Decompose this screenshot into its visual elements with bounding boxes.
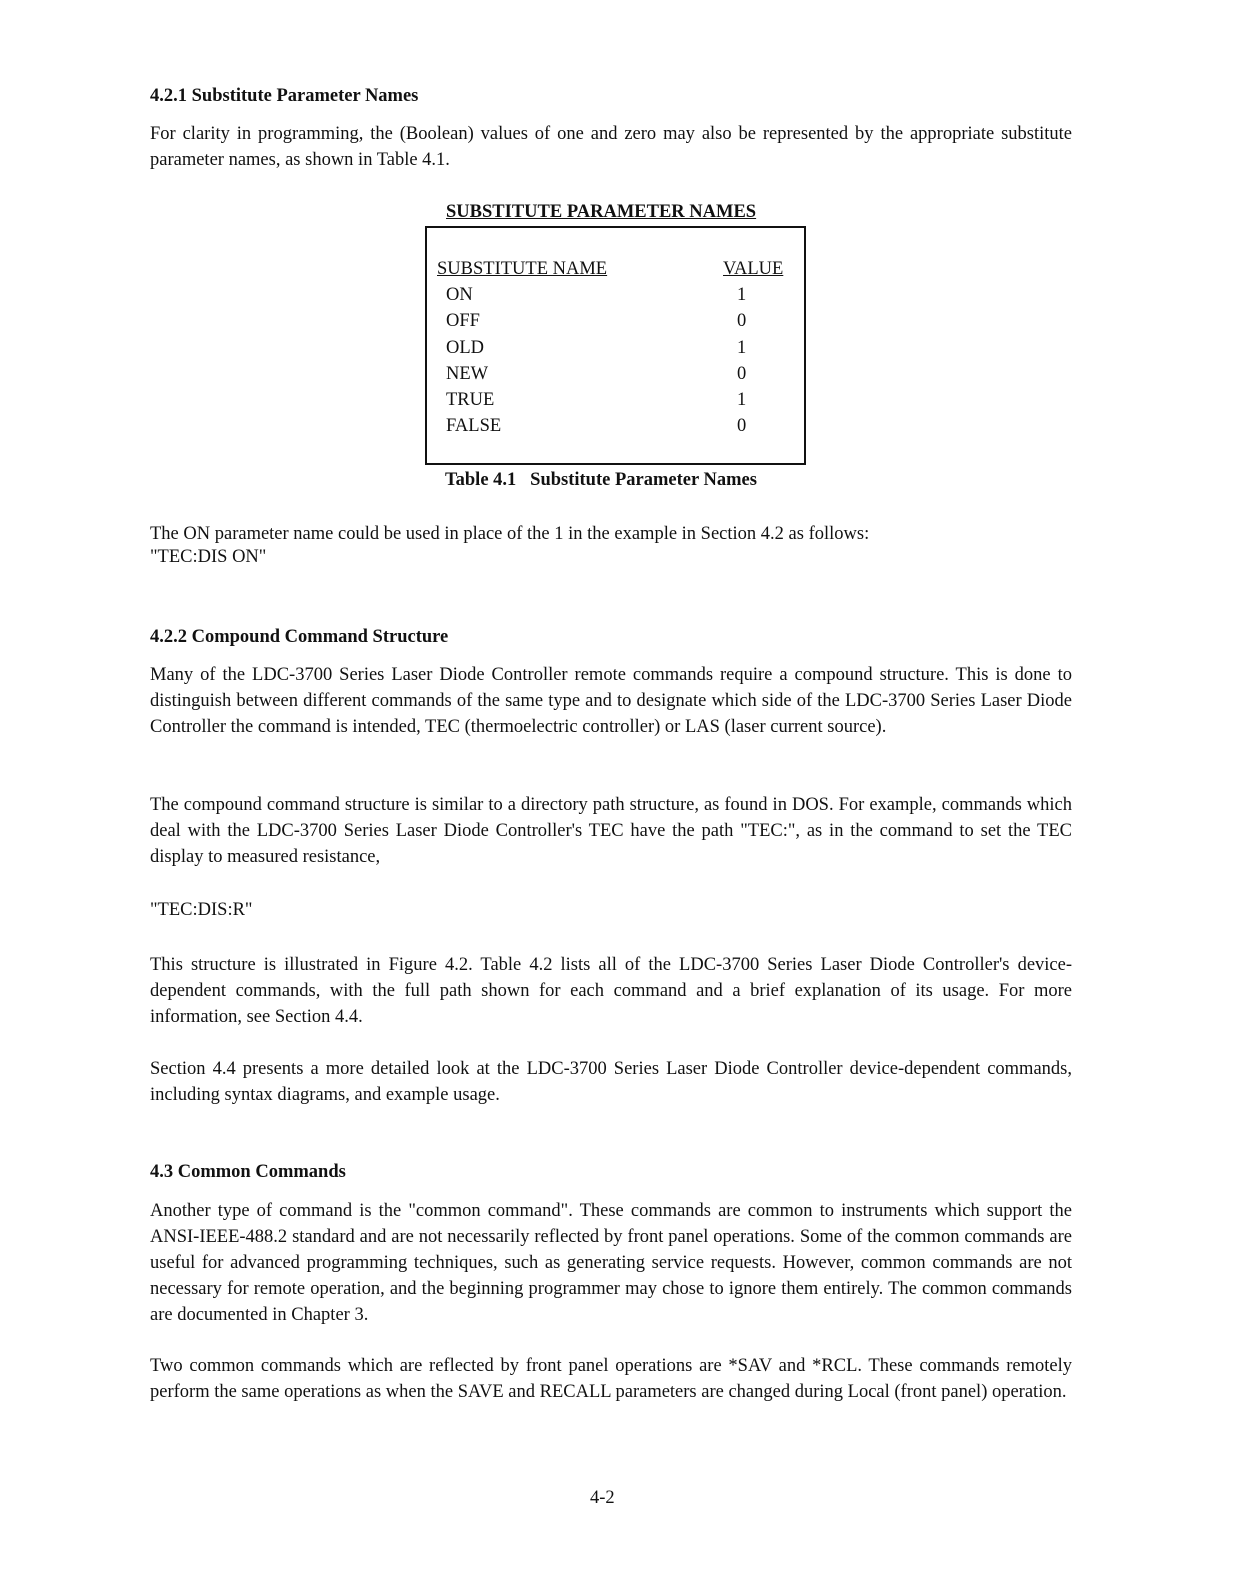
table-rows: [427, 285, 804, 443]
table-cell-value: 0: [737, 311, 747, 332]
section-4-2-2-paragraph-3: This structure is illustrated in Figure 4.2. Table 4.2 lists all of the LDC-3700 Series Laser Diode Controller's device-dependent commands, with the full path shown for each command and a brief explanation of its usage. For more information, see Section 4.4.: [150, 955, 1072, 1027]
table-cell-value: 1: [737, 390, 747, 411]
table-row: [427, 338, 804, 364]
section-4-2-2-paragraph-1: Many of the LDC-3700 Series Laser Diode Controller remote commands require a compound structure. This is done to distinguish between different commands of the same type and to designate which side of the LDC-3700 Series Laser Diode Controller the command is intended, TEC (thermoelectric controller) or LAS (laser current source).: [150, 665, 1072, 737]
table-cell-name: NEW: [446, 363, 489, 384]
section-4-3-paragraph-1: Another type of command is the "common command". These commands are common to instruments which support the ANSI-IEEE-488.2 standard and are not necessarily reflected by front panel operations. Some of the common commands are useful for advanced programming techniques, such as generating service requests. However, common commands are not necessary for remote operation, and the beginning programmer may chose to ignore them entirely. The common commands are documented in Chapter 3.: [150, 1201, 1072, 1325]
table-cell-value: 1: [737, 337, 747, 358]
section-4-3-paragraph-2: Two common commands which are reflected by front panel operations are *SAV and *RCL. These commands remotely perform the same operations as when the SAVE and RECALL parameters are changed during Local (front panel) operation.: [150, 1356, 1072, 1402]
substitute-parameter-table: [425, 226, 806, 465]
table-cell-name: FALSE: [446, 416, 502, 437]
table-row: [427, 390, 804, 416]
example-intro-line: The ON parameter name could be used in place of the 1 in the example in Section 4.2 as follows:: [150, 524, 870, 544]
section-4-2-1-heading: 4.2.1 Substitute Parameter Names: [150, 86, 419, 106]
table-cell-name: OFF: [446, 311, 480, 332]
page-number: 4-2: [590, 1488, 615, 1508]
section-4-2-1-paragraph: For clarity in programming, the (Boolean) values of one and zero may also be represented by the appropriate substitute parameter names, as shown in Table 4.1.: [150, 124, 1072, 170]
table-cell-name: OLD: [446, 337, 485, 358]
column-header-substitute-name: SUBSTITUTE NAME: [437, 259, 608, 279]
column-header-value: VALUE: [723, 259, 784, 279]
section-4-2-2-paragraph-4: Section 4.4 presents a more detailed look at the LDC-3700 Series Laser Diode Controller device-dependent commands, including syntax diagrams, and example usage.: [150, 1059, 1072, 1105]
section-4-2-2-paragraph-2: The compound command structure is similar to a directory path structure, as found in DOS. For example, commands which deal with the LDC-3700 Series Laser Diode Controller's TEC have the path "TEC:", as in the command to set the TEC display to measured resistance,: [150, 795, 1072, 867]
table-cell-value: 1: [737, 285, 747, 305]
example-command-dis-r: "TEC:DIS:R": [150, 900, 253, 920]
example-command: "TEC:DIS ON": [150, 547, 267, 567]
table-cell-name: ON: [446, 285, 473, 305]
table-cell-value: 0: [737, 363, 747, 384]
table-title: SUBSTITUTE PARAMETER NAMES: [446, 202, 757, 222]
table-row: [427, 311, 804, 337]
table-row: [427, 285, 804, 311]
table-row: [427, 416, 804, 442]
section-4-3-heading: 4.3 Common Commands: [150, 1162, 346, 1182]
table-cell-name: TRUE: [446, 390, 495, 411]
table-caption: Table 4.1 Substitute Parameter Names: [445, 470, 757, 490]
table-cell-value: 0: [737, 416, 747, 437]
section-4-2-2-heading: 4.2.2 Compound Command Structure: [150, 627, 449, 647]
table-row: [427, 364, 804, 390]
